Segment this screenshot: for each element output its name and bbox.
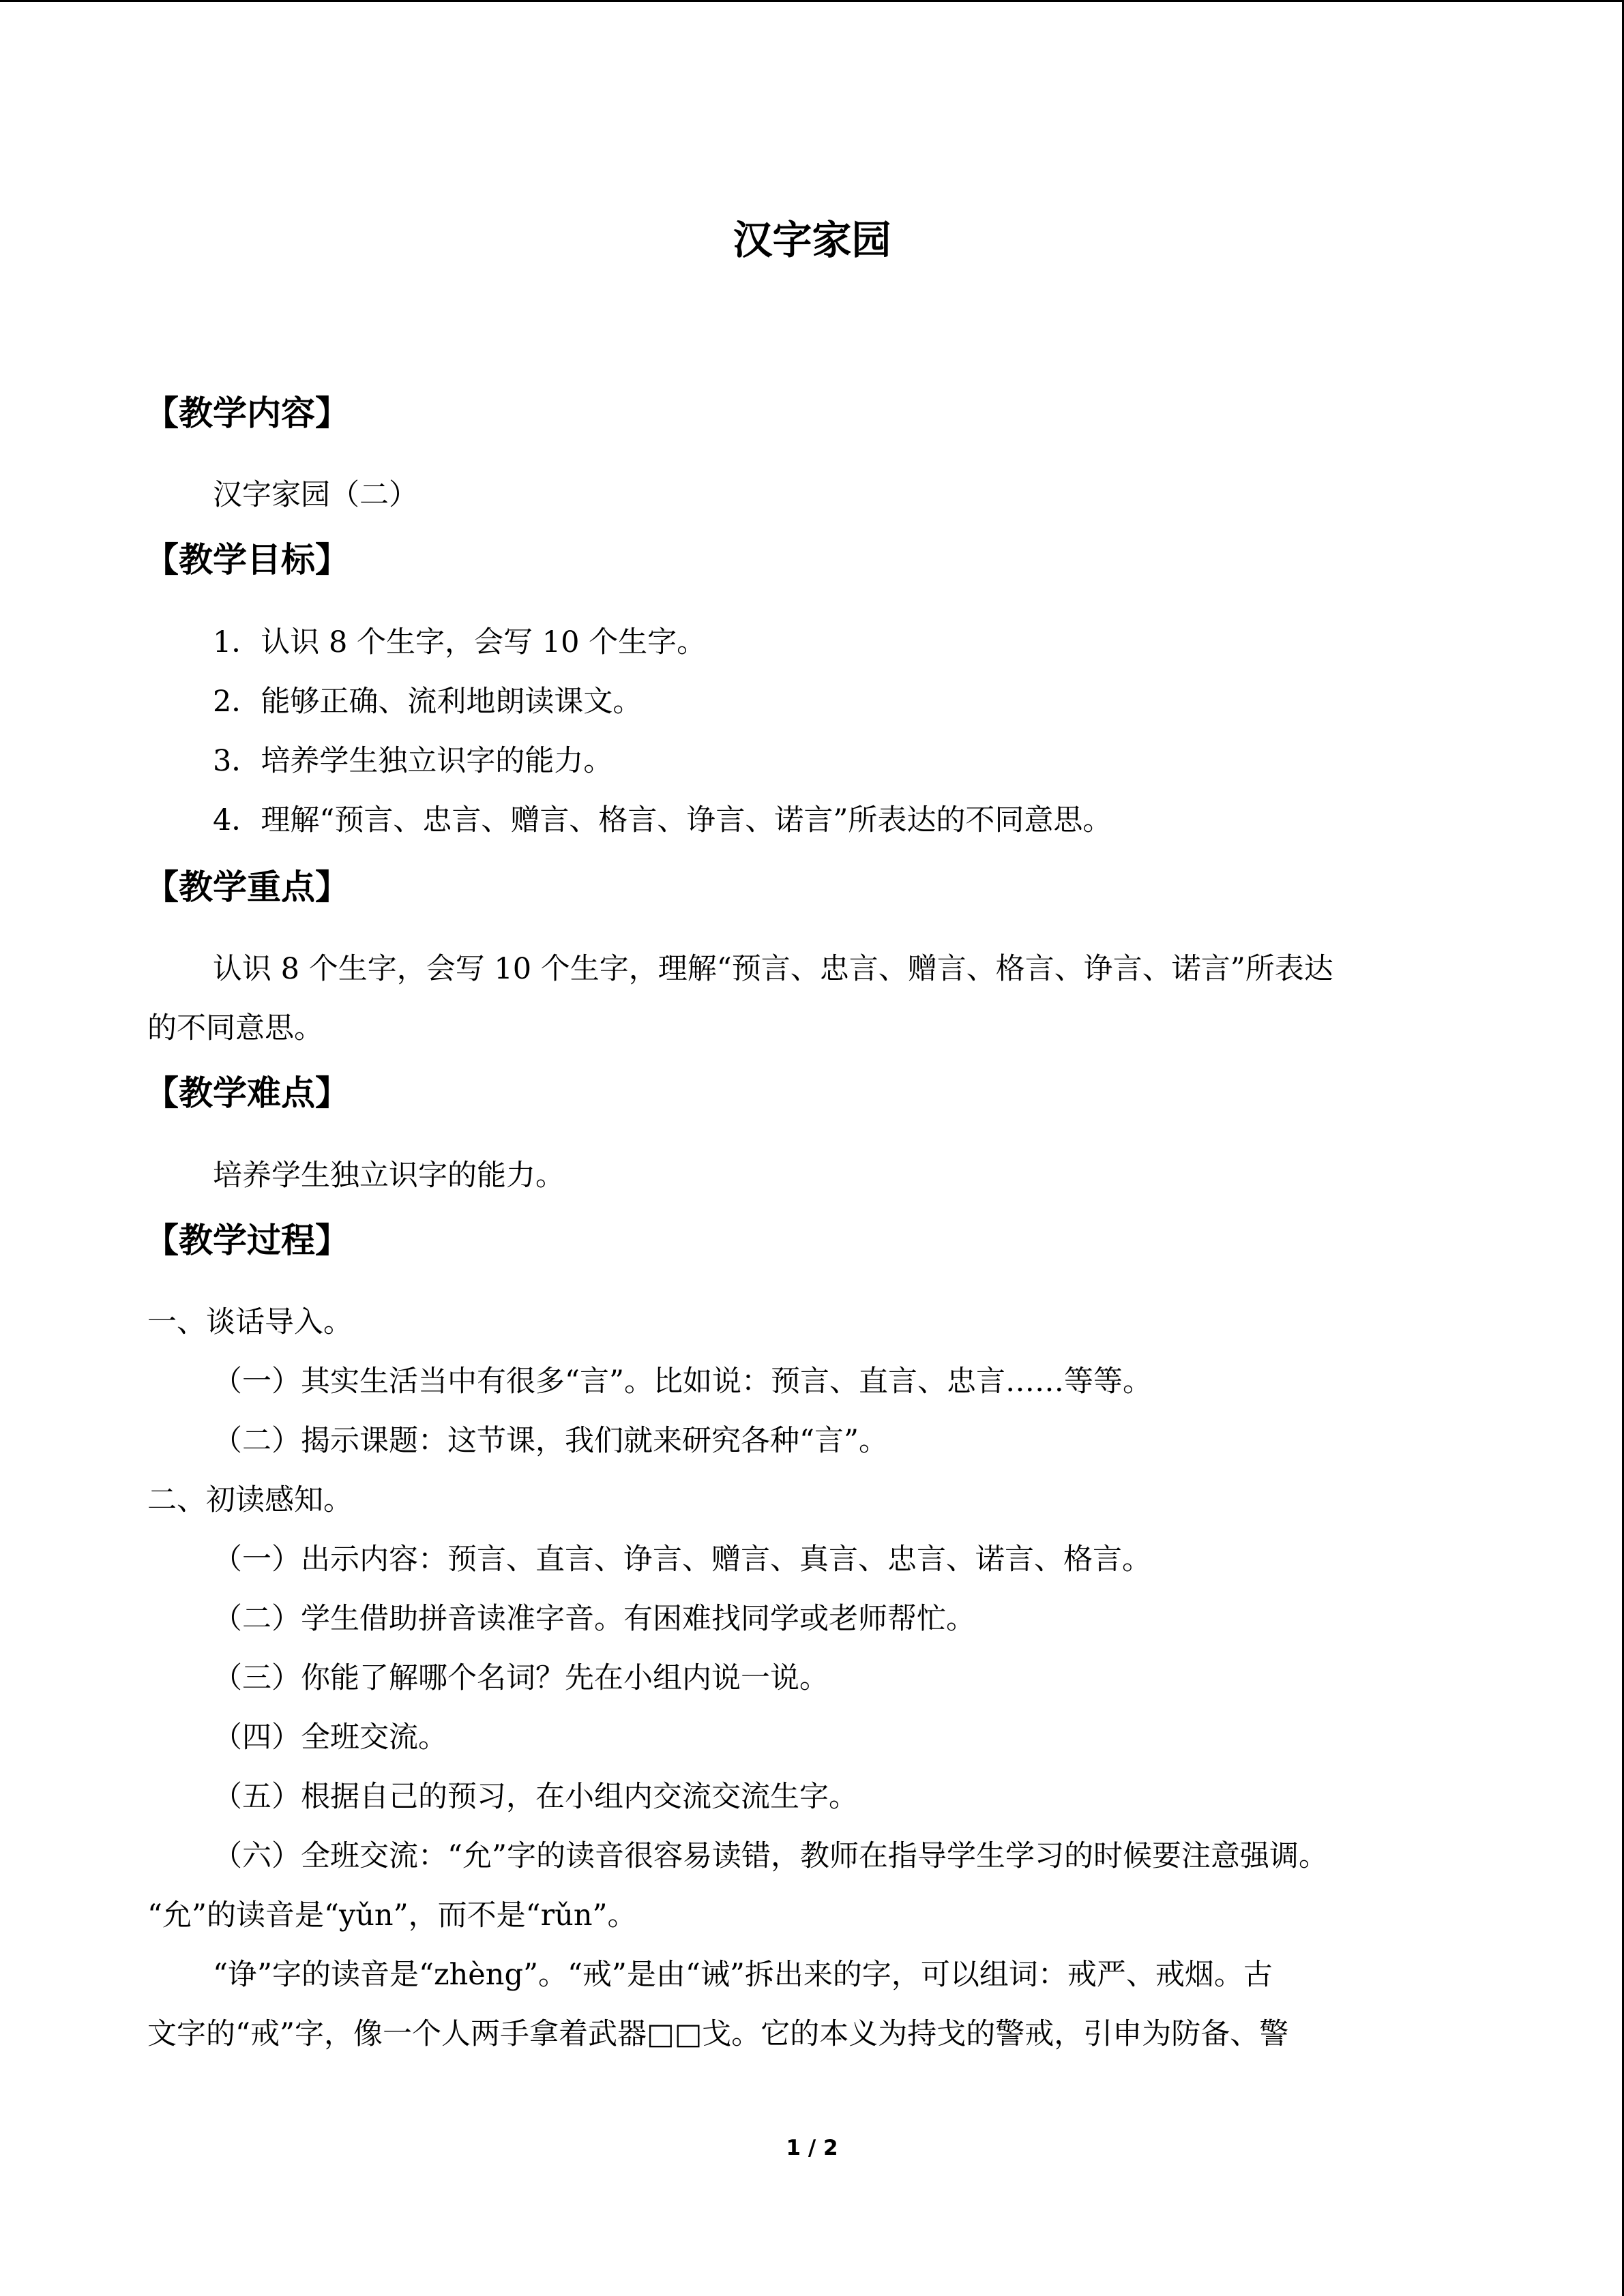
heading-teaching-content: 【教学内容】 [145,393,349,433]
top-border [0,0,1624,2]
part2-item-2: （二）学生借助拼音读准字音。有困难找同学或老师帮忙。 [213,1602,975,1636]
key-points-line-1: 认识 8 个生字，会写 10 个生字，理解“预言、忠言、赠言、格言、诤言、诺言”所表达 [213,952,1333,986]
content-body: 汉字家园（二） [213,478,418,512]
page-number: 1 / 2 [786,2136,838,2160]
process-part-1-title: 一、谈话导入。 [147,1305,353,1339]
goal-item-4: 4．理解“预言、忠言、赠言、格言、诤言、诺言”所表达的不同意思。 [213,803,1112,837]
part2-para-line-2: 文字的“戒”字，像一个人两手拿着武器□□戈。它的本义为持戈的警戒，引申为防备、警 [147,2017,1289,2051]
part2-para-line-1: “诤”字的读音是“zhèng”。“戒”是由“诫”拆出来的字，可以组词：戒严、戒烟。古 [213,1958,1273,1992]
heading-process: 【教学过程】 [145,1221,349,1260]
heading-difficulties: 【教学难点】 [145,1073,349,1113]
part2-item-6-line-2: “允”的读音是“yǔn”，而不是“rǔn”。 [147,1898,637,1933]
part2-item-1: （一）出示内容：预言、直言、诤言、赠言、真言、忠言、诺言、格言。 [213,1542,1151,1577]
part2-item-5: （五）根据自己的预习，在小组内交流交流生字。 [213,1780,858,1814]
part1-item-2: （二）揭示课题：这节课，我们就来研究各种“言”。 [213,1424,888,1458]
goal-item-2: 2．能够正确、流利地朗读课文。 [213,685,643,719]
heading-teaching-goals: 【教学目标】 [145,540,349,580]
page-title: 汉字家园 [733,217,891,263]
difficulties-body: 培养学生独立识字的能力。 [213,1159,565,1193]
key-points-line-2: 的不同意思。 [147,1011,323,1045]
process-part-2-title: 二、初读感知。 [147,1483,353,1517]
heading-key-points: 【教学重点】 [145,867,349,907]
goal-item-3: 3．培养学生独立识字的能力。 [213,744,613,778]
part1-item-1: （一）其实生活当中有很多“言”。比如说：预言、直言、忠言……等等。 [213,1365,1152,1399]
goal-item-1: 1．认识 8 个生字，会写 10 个生字。 [213,625,707,659]
part2-item-3: （三）你能了解哪个名词？先在小组内说一说。 [213,1661,829,1695]
part2-item-6-line-1: （六）全班交流：“允”字的读音很容易读错，教师在指导学生学习的时候要注意强调。 [213,1839,1328,1873]
part2-item-4: （四）全班交流。 [213,1720,447,1755]
